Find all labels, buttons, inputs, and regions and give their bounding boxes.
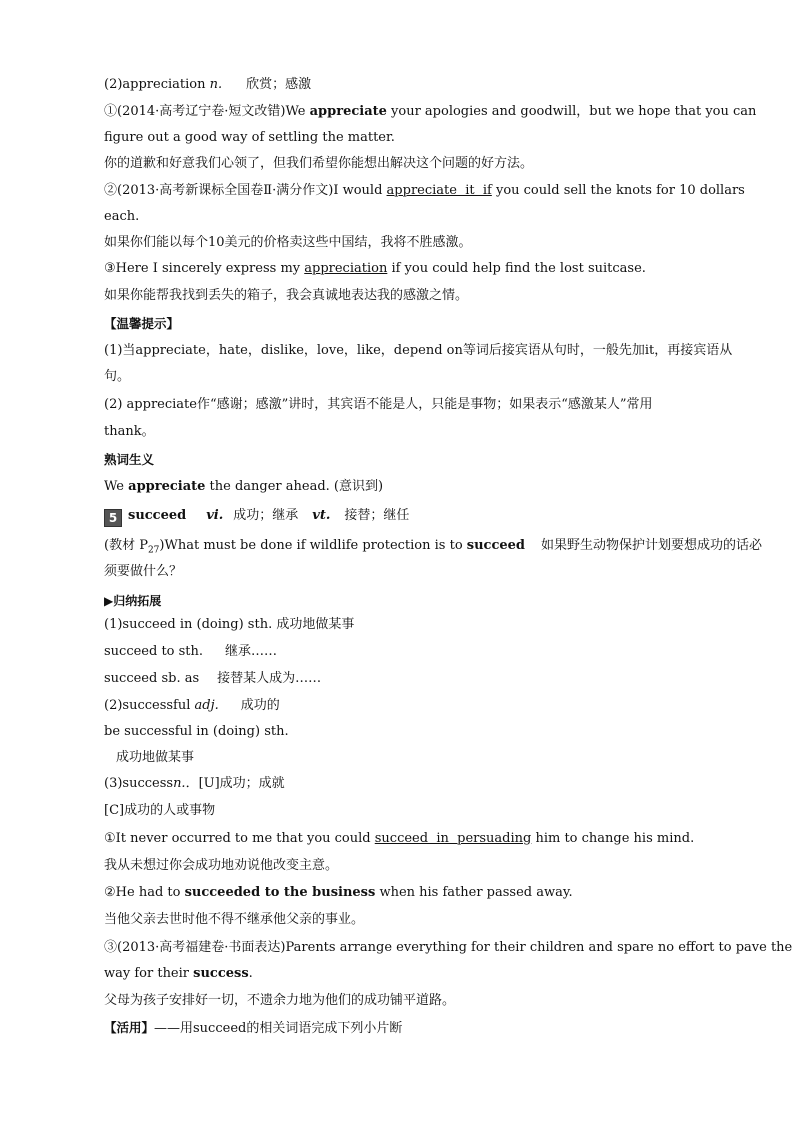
example-3-chinese: 如果你能帮我找到丢失的箱子，我会真诚地表达我的感激之情。 (104, 288, 469, 303)
entry-number-badge: 5 (104, 509, 122, 527)
practice-heading: 【活用】——用succeed的相关词语完成下列小片断 (104, 1020, 403, 1036)
example-2-chinese: 如果你们能以每个10美元的价格卖这些中国结，我将不胜感激。 (104, 235, 472, 250)
entry-succeed-header: 5 succeed vi. 成功；继承 vt. 接替；继任 (104, 507, 720, 527)
word-successful: (2)successful adj. 成功的 (104, 698, 280, 713)
summary-expand-heading: ▶归纳拓展 (104, 594, 162, 608)
succeed-example-3-english-cont: way for their success. (104, 966, 253, 981)
succeed-example-1-chinese: 我从未想过你会成功地劝说他改变主意。 (104, 858, 339, 873)
phrase-be-successful-in: be successful in (doing) sth. (104, 724, 289, 739)
example-1-english-cont: figure out a good way of settling the matter. (104, 130, 395, 145)
textbook-example: (教材 $P_{27})What$ must be done if wildlife protection is to succeed 如果野生动物保护计划要想成功的话必 (104, 538, 763, 556)
succeed-example-3-chinese: 父母为孩子安排好一切，不遗余力地为他们的成功铺平道路。 (104, 993, 456, 1008)
succeed-example-2-english: ②He had to succeeded to the business when his father passed away. (104, 885, 573, 900)
tip-1-cont: 句。 (104, 369, 131, 384)
succeed-example-3-english: ③(2013·高考福建卷·书面表达)Parents arrange everything for their children and spare no effort to pave the (104, 940, 793, 955)
phrase-succeed-as: succeed sb. as 接替某人成为…… (104, 671, 322, 686)
tip-2-cont: thank。 (104, 424, 155, 439)
example-1-english: ①(2014·高考辽宁卷·短文改错)We appreciate your apologies and goodwill，but we hope that you can (104, 104, 757, 119)
familiar-word-new-meaning-heading: 熟词生义 (104, 452, 155, 467)
example-1-chinese: 你的道歉和好意我们心领了，但我们希望你能想出解决这个问题的好方法。 (104, 156, 534, 171)
phrase-succeed-in: (1)succeed in (doing) sth. 成功地做某事 (104, 617, 355, 632)
example-3-english: ③Here I sincerely express my appreciation if you could help find the lost suitcase. (104, 261, 646, 276)
word-success: (3)successn.．[U]成功；成就 (104, 776, 285, 791)
textbook-example-cont: 须要做什么？ (104, 564, 183, 579)
tip-heading: 【温馨提示】 (104, 316, 180, 331)
word-success-countable: [C]成功的人或事物 (104, 803, 216, 818)
succeed-example-2-chinese: 当他父亲去世时他不得不继承他父亲的事业。 (104, 912, 365, 927)
example-2-english: ②(2013·高考新课标全国卷Ⅱ·满分作文)I would appreciate it if you could sell the knots for 10 dollars (104, 183, 745, 198)
tip-2: (2) appreciate作“感谢；感激”讲时，其宾语不能是人，只能是事物；如果表示“感激某人”常用 (104, 397, 653, 412)
example-2-english-cont: each. (104, 209, 140, 224)
tip-1: (1)当appreciate，hate，dislike，love，like，depend on等词后接宾语从句时，一般先加it，再接宾语从 (104, 343, 733, 358)
familiar-word-example: We appreciate the danger ahead. (意识到) (104, 479, 384, 494)
phrase-succeed-to: succeed to sth. 继承…… (104, 644, 278, 659)
entry-appreciation-noun: (2)appreciation n. 欣赏；感激 (104, 77, 312, 92)
phrase-be-successful-in-meaning: 成功地做某事 (116, 750, 195, 765)
succeed-example-1-english: ①It never occurred to me that you could succeed in persuading him to change his mind. (104, 831, 695, 846)
